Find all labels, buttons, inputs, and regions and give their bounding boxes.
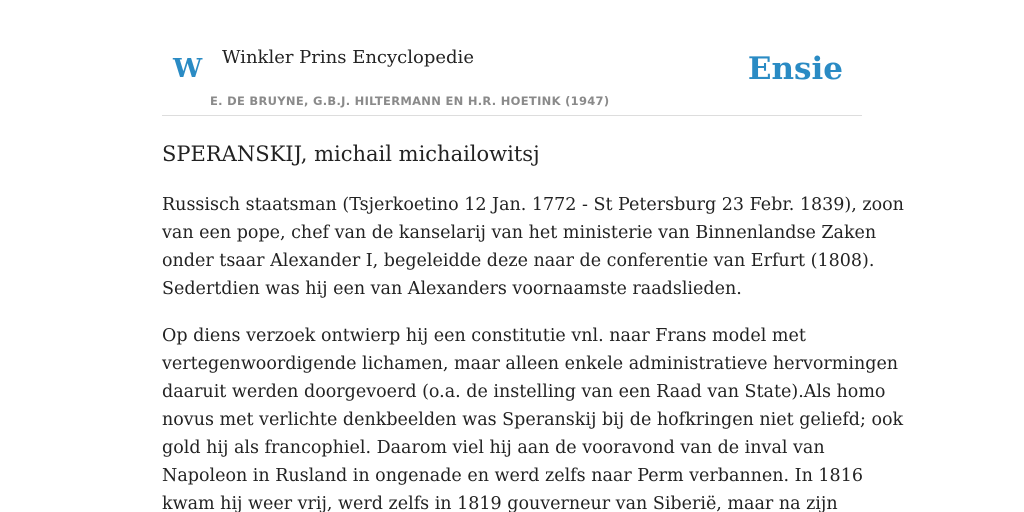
encyclopedia-title[interactable]: Winkler Prins Encyclopedie [222, 47, 474, 68]
paragraph-line: daaruit werden doorgevoerd (o.a. de instelling van een Raad van State).Als homo [162, 382, 886, 402]
site-header [162, 0, 862, 116]
encyclopedia-authors: E. DE BRUYNE, G.B.J. HILTERMANN EN H.R. HOETINK (1947) [210, 94, 610, 108]
paragraph-line: vertegenwoordigende lichamen, maar alleen enkele administratieve hervormingen [162, 354, 899, 374]
ensie-brand-link[interactable]: Ensie [747, 51, 843, 87]
paragraph-line: novus met verlichte denkbeelden was Speranskij bij de hofkringen niet geliefd; ook [162, 410, 904, 430]
article-paragraph [162, 191, 904, 303]
paragraph-line: onder tsaar Alexander I, begeleidde deze naar de conferentie van Erfurt (1808). [162, 251, 875, 271]
paragraph-line: Sedertdien was hij een van Alexanders voornaamste raadslieden. [162, 279, 742, 299]
article [162, 138, 904, 512]
paragraph-line: Russisch staatsman (Tsjerkoetino 12 Jan. 1772 - St Petersburg 23 Febr. 1839), zoon [162, 195, 904, 215]
paragraph-line: Op diens verzoek ontwierp hij een constitutie vnl. naar Frans model met [162, 326, 806, 346]
article-paragraph [162, 322, 904, 512]
paragraph-line: kwam hij weer vrij, werd zelfs in 1819 gouverneur van Siberië, maar na zijn [162, 494, 838, 512]
encyclopedia-logo[interactable]: W [173, 54, 203, 84]
paragraph-line: Napoleon in Rusland in ongenade en werd zelfs naar Perm verbannen. In 1816 [162, 466, 863, 486]
paragraph-line: van een pope, chef van de kanselarij van het ministerie van Binnenlandse Zaken [162, 223, 877, 243]
paragraph-line: gold hij als francophiel. Daarom viel hij aan de vooravond van de inval van [162, 438, 825, 458]
article-title: SPERANSKIJ, michail michailowitsj [162, 142, 540, 166]
